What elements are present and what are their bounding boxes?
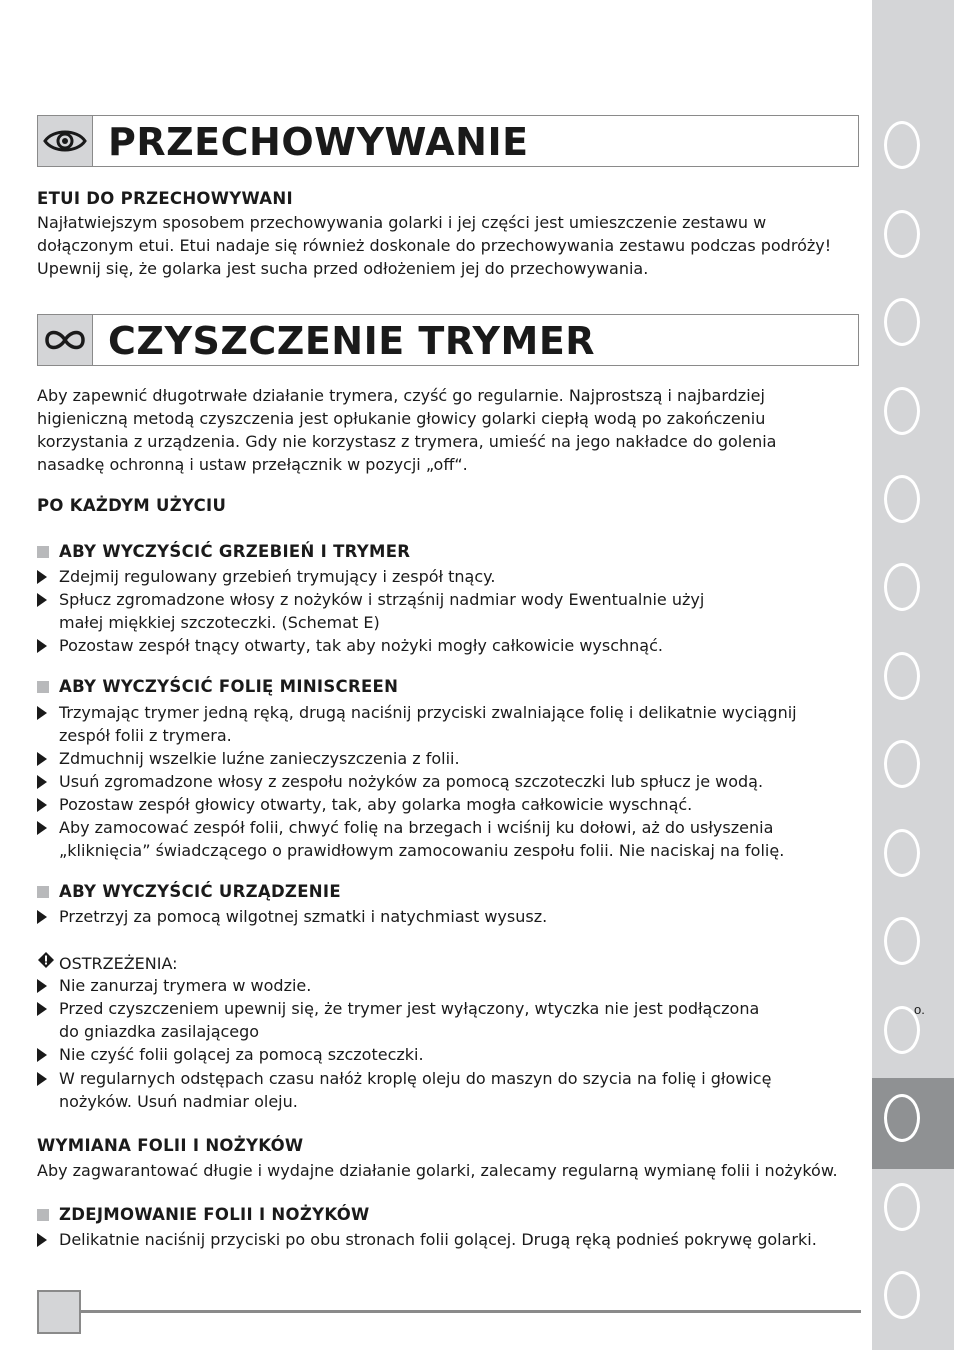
language-tab-ring[interactable] <box>884 1271 920 1319</box>
warning-item: Nie zanurzaj trymera w wodzie. <box>37 974 847 997</box>
list-item: Pozostaw zespół głowicy otwarty, tak, aby golarka mogła całkowicie wyschnąć. <box>37 793 847 816</box>
language-tab-ring-active[interactable] <box>884 1094 920 1142</box>
list-item: Przetrzyj za pomocą wilgotnej szmatki i natychmiast wysusz. <box>37 905 847 928</box>
list-item: Zdmuchnij wszelkie luźne zanieczyszczenia z folii. <box>37 747 847 770</box>
subheading-device: ABY WYCZYŚCIĆ URZĄDZENIE <box>37 882 341 901</box>
arrow-bullet-icon <box>37 1048 47 1062</box>
list-item: Spłucz zgromadzone włosy z nożyków i strząśnij nadmiar wody Ewentualnie użyj małej miękkiej szczoteczki. (Schemat E) <box>37 588 847 634</box>
eye-icon <box>38 116 93 166</box>
side-note: o. <box>914 1002 925 1017</box>
arrow-bullet-icon <box>37 570 47 584</box>
language-tab-ring[interactable] <box>884 387 920 435</box>
arrow-bullet-icon <box>37 752 47 766</box>
warning-item: Nie czyść folii golącej za pomocą szczoteczki. <box>37 1043 847 1066</box>
language-tab-ring[interactable] <box>884 298 920 346</box>
warning-item: W regularnych odstępach czasu nałóż kroplę oleju do maszyn do szycia na folię i głowicę nożyków. Usuń nadmiar oleju. <box>37 1067 847 1113</box>
language-tab-ring[interactable] <box>884 563 920 611</box>
language-tab-ring[interactable] <box>884 829 920 877</box>
arrow-bullet-icon <box>37 1002 47 1016</box>
list-item: Trzymając trymer jedną ręką, drugą naciśnij przyciski zwalniające folię i delikatnie wyciągnij zespół folii z trymera. <box>37 701 847 747</box>
language-tab-ring[interactable] <box>884 210 920 258</box>
footer-divider <box>81 1310 861 1313</box>
section-title: PRZECHOWYWANIE <box>108 120 529 164</box>
arrow-bullet-icon <box>37 910 47 924</box>
storage-case-heading: ETUI DO PRZECHOWYWANI <box>37 189 293 208</box>
cleaning-intro: Aby zapewnić długotrwałe działanie trymera, czyść go regularnie. Najprostszą i najbardziej higieniczną metodą czyszczenia jest opłukanie głowicy golarki ciepłą wodą po zakończeniu korzystania z urządzenia. Gdy nie korzystasz z trymera, umieść na jego nakładce do golenia nasadkę ochronną i ustaw przełącznik w pozycji „off“. <box>37 386 777 474</box>
arrow-bullet-icon <box>37 979 47 993</box>
list-item: Delikatnie naciśnij przyciski po obu stronach folii golącej. Drugą ręką podnieś pokrywę golarki. <box>37 1228 847 1251</box>
square-bullet-icon <box>37 886 49 898</box>
language-tab-sidebar <box>872 0 954 1350</box>
language-tab-ring[interactable] <box>884 475 920 523</box>
subheading-miniscreen-foil: ABY WYCZYŚCIĆ FOLIĘ MINISCREEN <box>37 677 398 696</box>
square-bullet-icon <box>37 1209 49 1221</box>
subheading-comb-trimmer: ABY WYCZYŚCIĆ GRZEBIEŃ I TRYMER <box>37 542 410 561</box>
language-tab-ring[interactable] <box>884 121 920 169</box>
warning-icon <box>37 951 55 975</box>
section-banner-storage <box>37 115 859 167</box>
section-title: CZYSZCZENIE TRYMER <box>108 319 596 363</box>
subheading-removal: ZDEJMOWANIE FOLII I NOŻYKÓW <box>37 1205 370 1224</box>
list-item: Zdejmij regulowany grzebień trymujący i zespół tnący. <box>37 565 847 588</box>
square-bullet-icon <box>37 546 49 558</box>
arrow-bullet-icon <box>37 775 47 789</box>
page-number-box <box>37 1290 81 1334</box>
language-tab-ring[interactable] <box>884 740 920 788</box>
arrow-bullet-icon <box>37 798 47 812</box>
language-tab-ring[interactable] <box>884 1183 920 1231</box>
storage-paragraph: Najłatwiejszym sposobem przechowywania golarki i jej części jest umieszczenie zestawu w dołączonym etui. Etui nadaje się również doskonale do przechowywania zestawu podczas podróży! Upewnij się, że golarka jest sucha przed odłożeniem jej do przechowywania. <box>37 213 832 278</box>
arrow-bullet-icon <box>37 593 47 607</box>
arrow-bullet-icon <box>37 706 47 720</box>
replacement-heading: WYMIANA FOLII I NOŻYKÓW <box>37 1136 304 1155</box>
arrow-bullet-icon <box>37 1072 47 1086</box>
language-tab-ring[interactable] <box>884 917 920 965</box>
warning-item: Przed czyszczeniem upewnij się, że trymer jest wyłączony, wtyczka nie jest podłączona do gniazdka zasilającego <box>37 997 847 1043</box>
list-item: Usuń zgromadzone włosy z zespołu nożyków za pomocą szczoteczki lub spłucz je wodą. <box>37 770 847 793</box>
language-tab-ring[interactable] <box>884 652 920 700</box>
after-use-heading: PO KAŻDYM UŻYCIU <box>37 496 227 515</box>
warnings-label: OSTRZEŻENIA: <box>37 951 178 975</box>
replacement-paragraph: Aby zagwarantować długie i wydajne działanie golarki, zalecamy regularną wymianę folii i nożyków. <box>37 1161 838 1180</box>
section-banner-cleaning <box>37 314 859 366</box>
list-item: Pozostaw zespół tnący otwarty, tak aby nożyki mogły całkowicie wyschnąć. <box>37 634 847 657</box>
infinity-icon <box>38 315 93 365</box>
list-item: Aby zamocować zespół folii, chwyć folię na brzegach i wciśnij ku dołowi, aż do usłyszenia „kliknięcia” świadczącego o prawidłowym zamocowaniu zespołu folii. Nie naciskaj na folię. <box>37 816 847 862</box>
arrow-bullet-icon <box>37 821 47 835</box>
arrow-bullet-icon <box>37 639 47 653</box>
square-bullet-icon <box>37 681 49 693</box>
arrow-bullet-icon <box>37 1233 47 1247</box>
